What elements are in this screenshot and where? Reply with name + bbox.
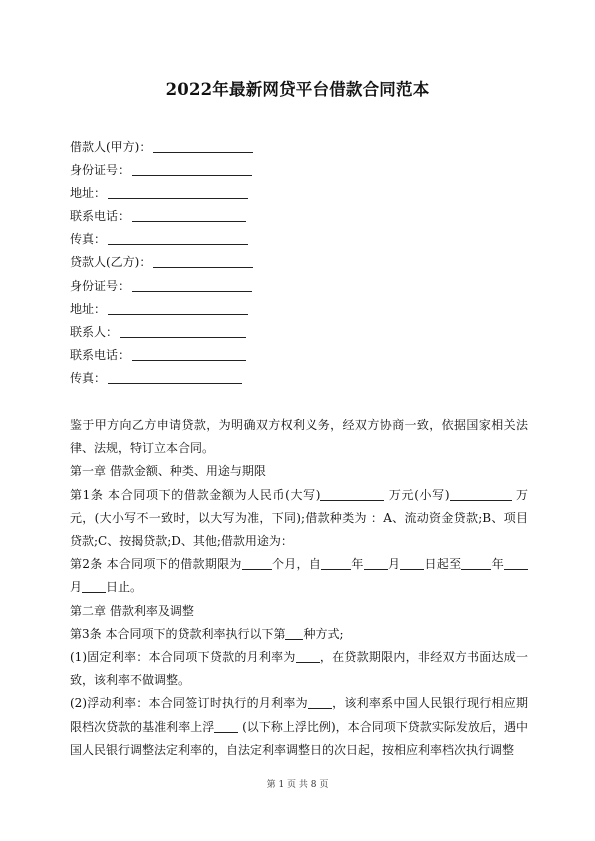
floating-rate-clause <box>70 692 528 762</box>
blank-line <box>242 556 272 570</box>
blank-line <box>296 649 320 663</box>
blank-line <box>461 556 491 570</box>
clause-text: ，在贷款期限内，非经双方书面达成一致，该利率不做调整。 <box>70 650 528 688</box>
blank-line <box>153 138 253 153</box>
field-borrower <box>70 136 253 159</box>
contract-body <box>70 414 528 762</box>
article-2 <box>70 553 528 599</box>
blank-line <box>320 487 384 501</box>
clause-text: (以下称上浮比例)，本合同项下贷款实际发放后，遇中国人民银行调整法定利率的，自法定利率调整日的次日起，按相应利率档次执行调整 <box>70 719 528 757</box>
chapter-1-heading: 第一章 借款金额、种类、用途与期限 <box>70 464 266 479</box>
blank-line <box>132 207 246 222</box>
field-label: 贷款人(乙方)： <box>70 255 152 270</box>
field-label: 身份证号： <box>70 163 131 178</box>
blank-line <box>132 346 246 361</box>
blank-line <box>132 161 252 176</box>
field-lender-contact <box>70 321 253 344</box>
clause-text: (2)浮动利率：本合同签订时执行的月利率为 <box>70 696 308 711</box>
blank-line <box>132 277 252 292</box>
blank-line <box>108 184 248 199</box>
field-borrower-phone <box>70 205 253 228</box>
field-lender-id <box>70 275 253 298</box>
article-text: 月 <box>387 557 401 572</box>
blank-line <box>321 556 351 570</box>
field-lender-address <box>70 298 253 321</box>
article-text: 第1条 本合同项下的借款金额为人民币(大写) <box>70 487 321 502</box>
blank-line <box>214 719 238 733</box>
intro-paragraph: 鉴于甲方向乙方申请贷款，为明确双方权利义务，经双方协商一致，依据国家相关法律、法规，特订立本合同。 <box>70 418 528 456</box>
field-borrower-fax <box>70 228 253 251</box>
document-title: 2022年最新网贷平台借款合同范本 <box>165 80 430 99</box>
party-info-block <box>70 136 253 390</box>
blank-line <box>153 253 253 268</box>
blank-line <box>285 626 303 640</box>
clause-text: (1)固定利率：本合同项下贷款的月利率为 <box>70 650 296 665</box>
field-label: 传真： <box>70 370 107 385</box>
field-label: 联系电话： <box>70 209 131 224</box>
field-label: 身份证号： <box>70 278 131 293</box>
article-text: 种方式; <box>303 626 344 641</box>
field-label: 传真： <box>70 232 107 247</box>
article-text: 日止。 <box>106 580 143 595</box>
blank-line <box>400 556 424 570</box>
blank-line <box>108 230 248 245</box>
field-borrower-address <box>70 182 253 205</box>
field-label: 借款人(甲方)： <box>70 140 152 154</box>
field-label: 联系人： <box>70 324 119 339</box>
blank-line <box>308 695 332 709</box>
page-footer: 第 1 页 共 8 页 <box>266 780 329 790</box>
article-text: 第3条 本合同项下的贷款利率执行以下第 <box>70 626 286 641</box>
field-lender-phone <box>70 344 253 367</box>
article-text: 日起至 <box>424 557 462 572</box>
chapter-2-heading: 第二章 借款利率及调整 <box>70 603 194 618</box>
field-label: 地址： <box>70 301 107 316</box>
blank-line <box>504 556 528 570</box>
article-text: 个月，自 <box>271 557 322 572</box>
article-3 <box>70 623 528 646</box>
blank-line <box>364 556 388 570</box>
field-label: 地址： <box>70 186 107 201</box>
fixed-rate-clause <box>70 646 528 692</box>
blank-line <box>450 487 512 501</box>
article-text: 第2条 本合同项下的借款期限为 <box>70 557 242 572</box>
blank-line <box>108 369 242 384</box>
blank-line <box>108 300 248 315</box>
article-text: 万元，(大小写不一致时，以大写为准，下同);借款种类为 ：A、流动资金贷款;B、项目贷款;C、按揭贷款;D、其他;借款用途为： <box>70 487 528 549</box>
clause-text: ，该利率系中国人民银行现行相应期限档次贷款的基准利率上浮 <box>70 696 528 734</box>
article-text: 月 <box>70 580 83 595</box>
field-borrower-id <box>70 159 253 182</box>
field-lender-fax <box>70 367 253 390</box>
article-text: 年 <box>351 557 364 572</box>
article-text: 年 <box>491 557 504 572</box>
article-text: 万元(小写) <box>384 487 450 502</box>
field-label: 联系电话： <box>70 347 131 362</box>
blank-line <box>82 579 106 593</box>
field-lender <box>70 251 253 274</box>
article-1 <box>70 484 528 554</box>
blank-line <box>120 323 246 338</box>
